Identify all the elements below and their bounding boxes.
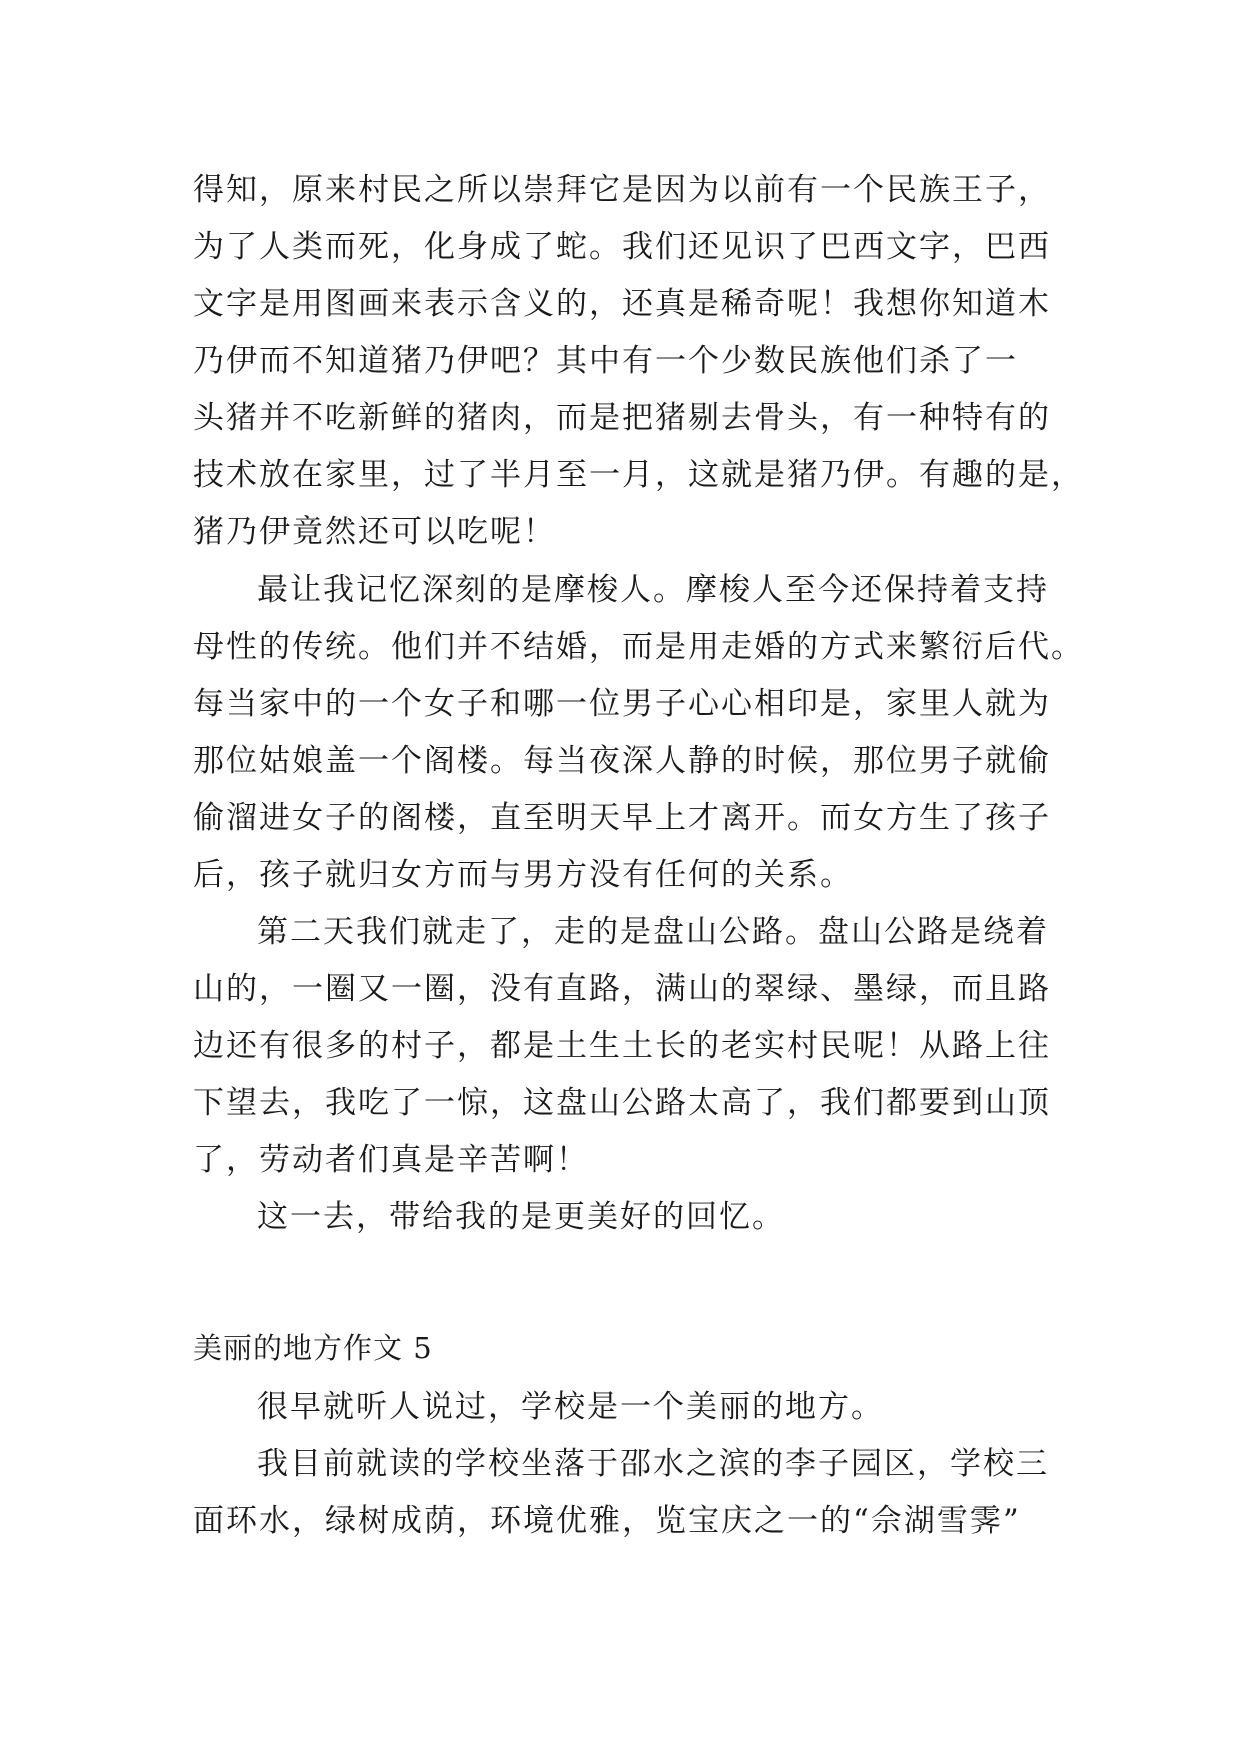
text-line: 后，孩子就归女方而与男方没有任何的关系。 [193,857,853,893]
text-line: 我目前就读的学校坐落于邵水之滨的李子园区，学校三 [257,1446,1049,1482]
text-line: 为了人类而死，化身成了蛇。我们还见识了巴西文字，巴西 [193,229,1051,265]
text-line: 下望去，我吃了一惊，这盘山公路太高了，我们都要到山顶 [193,1085,1051,1121]
text-line: 最让我记忆深刻的是摩梭人。摩梭人至今还保持着支持 [257,572,1049,608]
text-line: 山的，一圈又一圈，没有直路，满山的翠绿、墨绿，而且路 [193,971,1051,1007]
text-line: 这一去，带给我的是更美好的回忆。 [257,1199,785,1235]
text-line: 得知，原来村民之所以崇拜它是因为以前有一个民族王子， [193,172,1051,208]
text-line: 那位姑娘盖一个阁楼。每当夜深人静的时候，那位男子就偷 [193,743,1051,779]
text-line: 头猪并不吃新鲜的猪肉，而是把猪剔去骨头，有一种特有的 [193,400,1051,436]
text-line: 很早就听人说过，学校是一个美丽的地方。 [257,1389,884,1425]
text-line: 每当家中的一个女子和哪一位男子心心相印是，家里人就为 [193,686,1051,722]
text-line: 了，劳动者们真是辛苦啊！ [193,1142,589,1178]
text-line: 乃伊而不知道猪乃伊吧？其中有一个少数民族他们杀了一 [193,343,1018,379]
text-line: 猪乃伊竟然还可以吃呢！ [193,514,556,550]
text-line: 偷溜进女子的阁楼，直至明天早上才离开。而女方生了孩子 [193,800,1051,836]
text-line: 第二天我们就走了，走的是盘山公路。盘山公路是绕着 [257,914,1049,950]
section-heading: 美丽的地方作文 5 [193,1331,433,1365]
text-line: 面环水，绿树成荫，环境优雅，览宝庆之一的“佘湖雪霁” [193,1503,1021,1539]
text-line: 边还有很多的村子，都是土生土长的老实村民呢！从路上往 [193,1028,1051,1064]
text-line: 技术放在家里，过了半月至一月，这就是猪乃伊。有趣的是， [193,457,1084,493]
text-line: 母性的传统。他们并不结婚，而是用走婚的方式来繁衍后代。 [193,629,1084,665]
text-line: 文字是用图画来表示含义的，还真是稀奇呢！我想你知道木 [193,286,1051,322]
